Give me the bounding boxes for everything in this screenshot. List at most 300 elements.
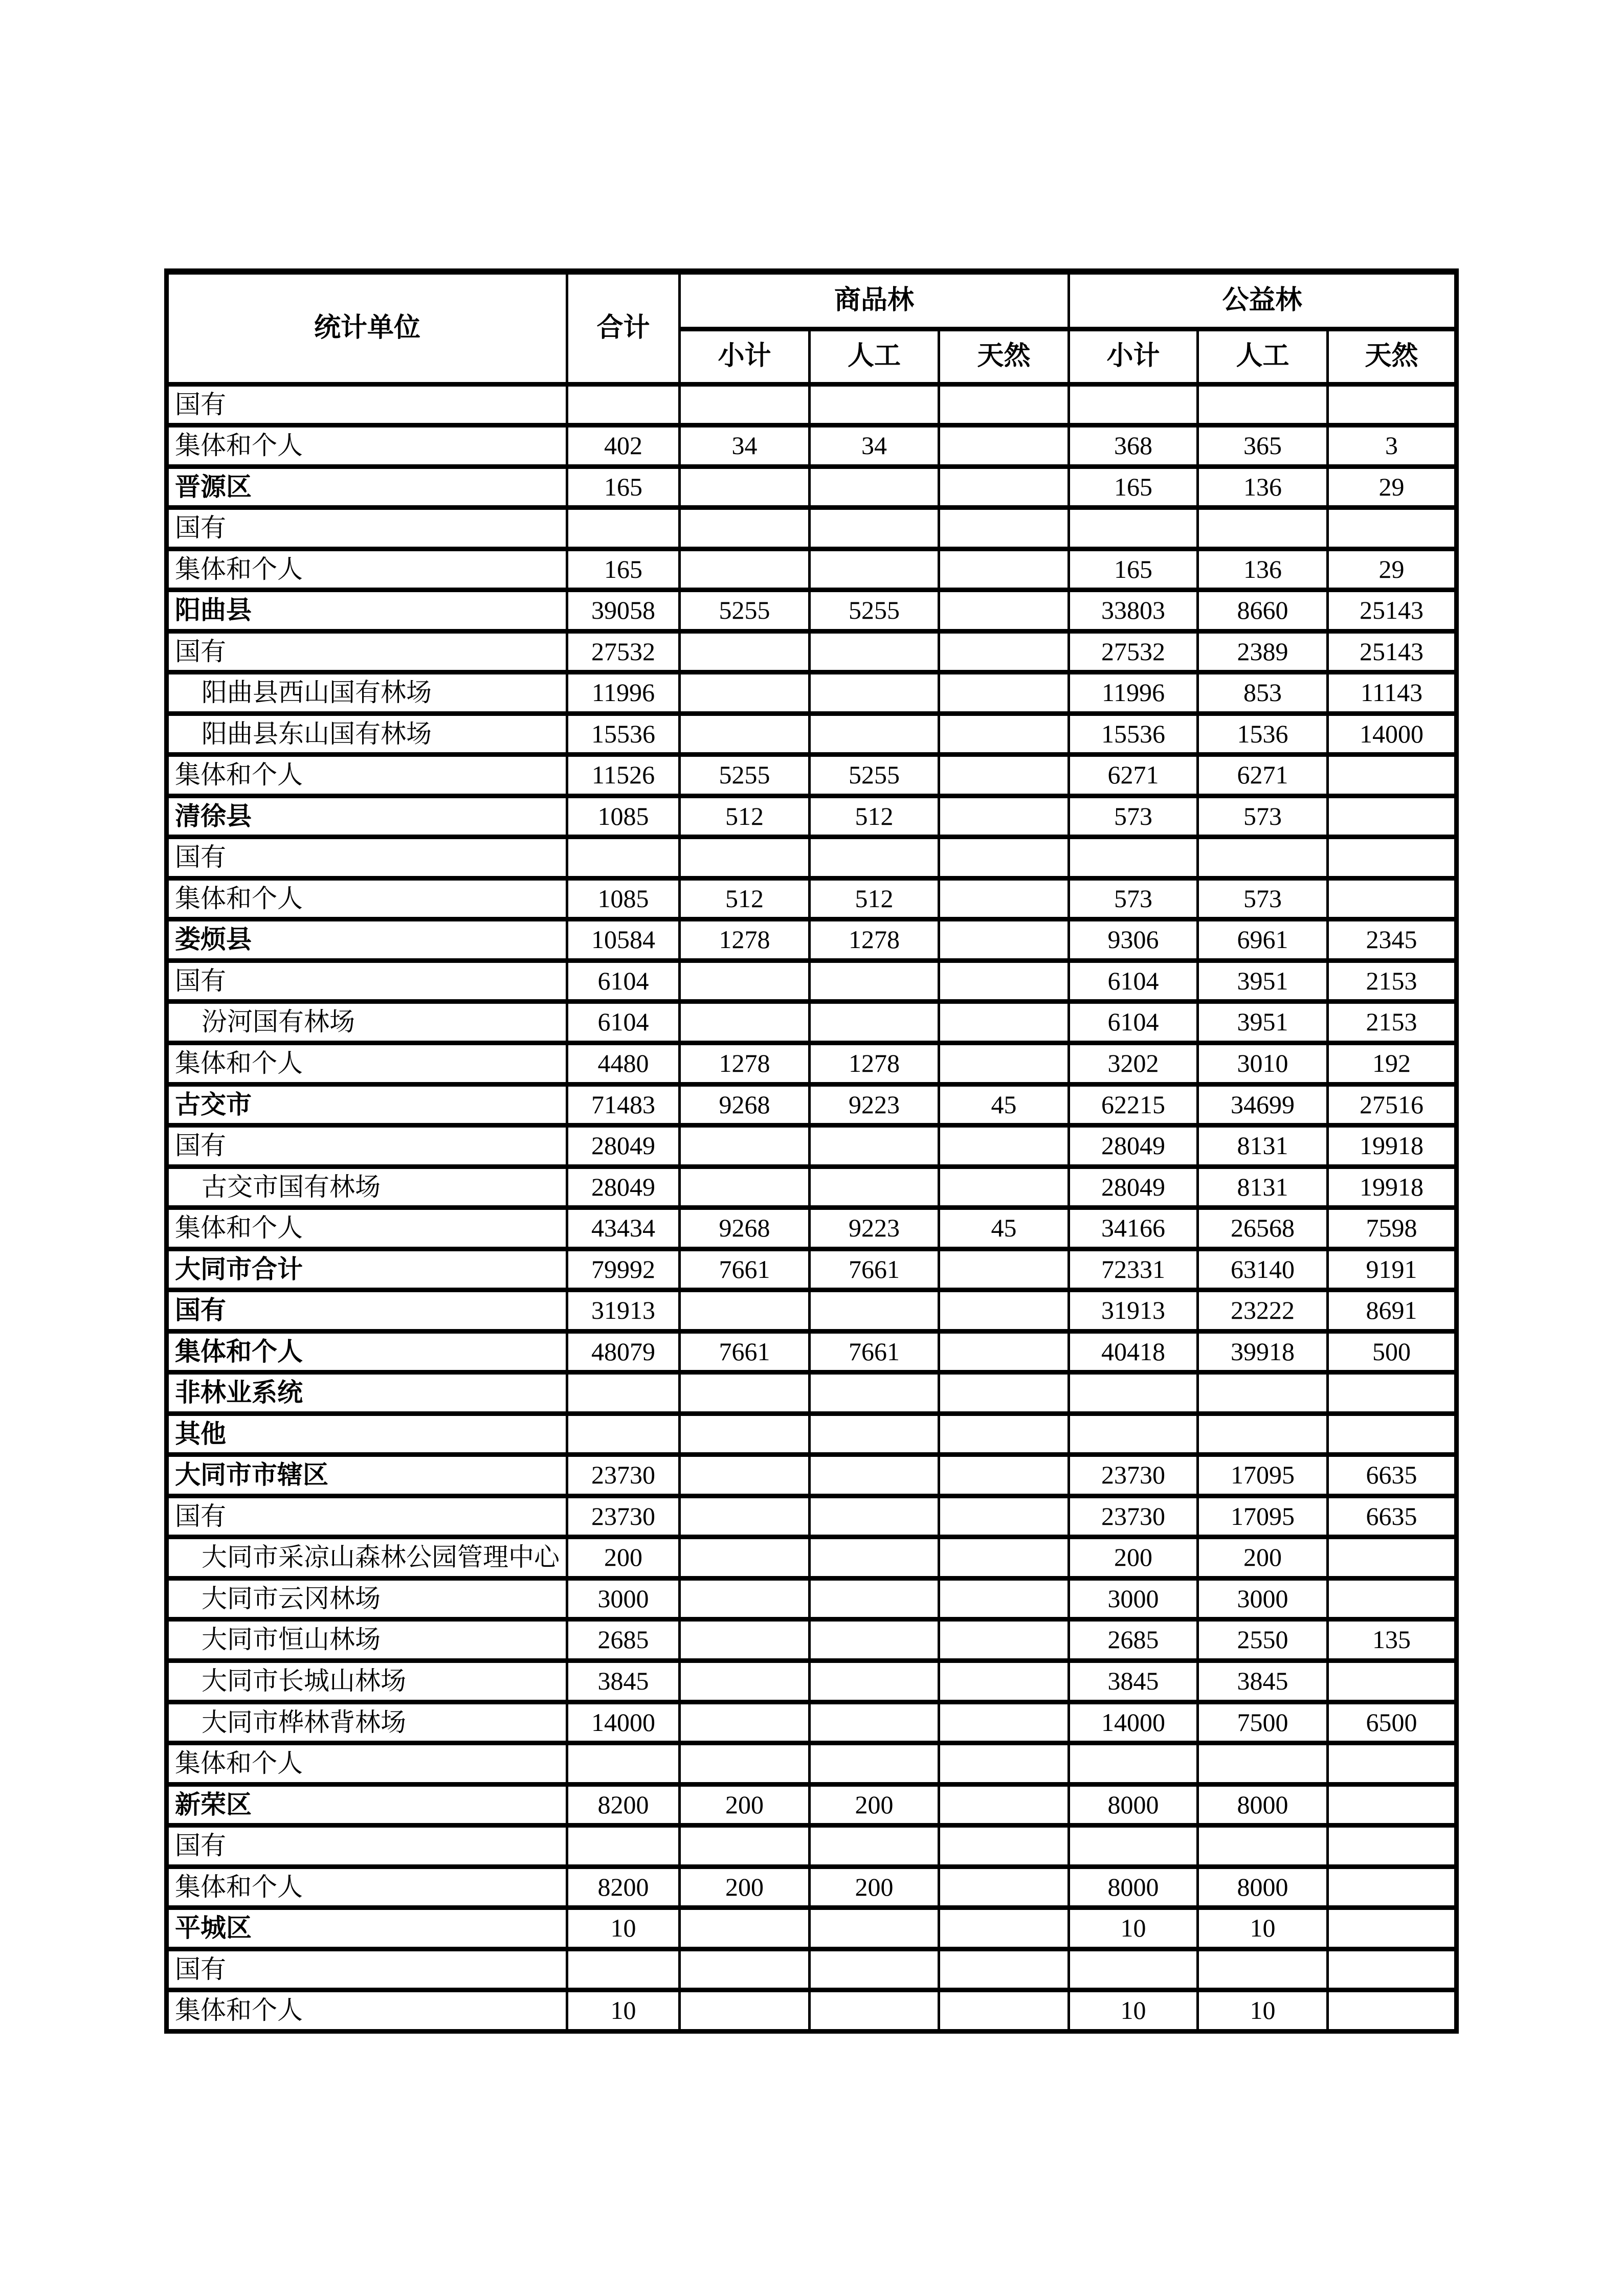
table-row bbox=[167, 1002, 1457, 1043]
cell-value: 45 bbox=[939, 1208, 1069, 1249]
table-row bbox=[167, 1126, 1457, 1167]
table-row bbox=[167, 1084, 1457, 1126]
cell-value: 6104 bbox=[1069, 960, 1198, 1002]
cell-value: 28049 bbox=[567, 1166, 680, 1208]
cell-value bbox=[810, 837, 939, 879]
cell-value: 165 bbox=[567, 549, 680, 590]
cell-value bbox=[680, 1660, 810, 1702]
cell-value bbox=[939, 1455, 1069, 1496]
cell-value: 23730 bbox=[567, 1455, 680, 1496]
cell-value bbox=[680, 1990, 810, 2032]
table-body bbox=[167, 384, 1457, 2032]
cell-value: 23222 bbox=[1198, 1290, 1328, 1332]
cell-value bbox=[1328, 508, 1457, 549]
cell-value bbox=[939, 1660, 1069, 1702]
cell-value bbox=[939, 425, 1069, 467]
cell-value bbox=[939, 960, 1069, 1002]
cell-value: 79992 bbox=[567, 1249, 680, 1290]
row-label: 国有 bbox=[167, 1290, 567, 1332]
cell-value: 3951 bbox=[1198, 960, 1328, 1002]
cell-value: 5255 bbox=[680, 755, 810, 796]
cell-value: 500 bbox=[1328, 1331, 1457, 1372]
row-label: 大同市恒山林场 bbox=[167, 1619, 567, 1661]
cell-value bbox=[939, 1043, 1069, 1085]
cell-value bbox=[680, 1002, 810, 1043]
cell-value bbox=[939, 1743, 1069, 1785]
cell-value bbox=[810, 1949, 939, 1990]
cell-value bbox=[939, 631, 1069, 672]
cell-value: 1085 bbox=[567, 796, 680, 837]
cell-value bbox=[939, 1702, 1069, 1743]
cell-value bbox=[680, 1372, 810, 1414]
cell-value: 10 bbox=[1069, 1908, 1198, 1949]
cell-value bbox=[567, 837, 680, 879]
cell-value: 6104 bbox=[567, 1002, 680, 1043]
cell-value bbox=[939, 549, 1069, 590]
cell-value bbox=[939, 713, 1069, 755]
cell-value: 200 bbox=[810, 1866, 939, 1908]
cell-value bbox=[810, 1455, 939, 1496]
cell-value: 15536 bbox=[567, 713, 680, 755]
cell-value: 165 bbox=[1069, 549, 1198, 590]
cell-value: 14000 bbox=[1328, 713, 1457, 755]
cell-value bbox=[939, 1619, 1069, 1661]
cell-value bbox=[1328, 1660, 1457, 1702]
cell-value bbox=[939, 1496, 1069, 1537]
cell-value bbox=[1198, 1372, 1328, 1414]
cell-value: 1278 bbox=[680, 1043, 810, 1085]
row-label: 国有 bbox=[167, 631, 567, 672]
cell-value: 2389 bbox=[1198, 631, 1328, 672]
table-header bbox=[167, 272, 1457, 384]
table-row bbox=[167, 1290, 1457, 1332]
cell-value bbox=[680, 631, 810, 672]
row-label: 古交市国有林场 bbox=[167, 1166, 567, 1208]
cell-value: 8131 bbox=[1198, 1126, 1328, 1167]
cell-value: 573 bbox=[1198, 878, 1328, 919]
cell-value bbox=[810, 1496, 939, 1537]
cell-value bbox=[810, 1002, 939, 1043]
table-row bbox=[167, 508, 1457, 549]
row-label: 集体和个人 bbox=[167, 1331, 567, 1372]
cell-value: 25143 bbox=[1328, 590, 1457, 632]
cell-value: 6271 bbox=[1069, 755, 1198, 796]
cell-value bbox=[1069, 1413, 1198, 1455]
cell-value: 9191 bbox=[1328, 1249, 1457, 1290]
cell-value bbox=[1198, 1949, 1328, 1990]
row-label: 集体和个人 bbox=[167, 1743, 567, 1785]
cell-value: 28049 bbox=[567, 1126, 680, 1167]
cell-value bbox=[810, 1990, 939, 2032]
cell-value: 10 bbox=[1198, 1990, 1328, 2032]
cell-value: 2345 bbox=[1328, 919, 1457, 961]
cell-value bbox=[680, 1908, 810, 1949]
header-commercial-artificial: 人工 bbox=[810, 329, 939, 384]
cell-value bbox=[1328, 837, 1457, 879]
cell-value bbox=[567, 1743, 680, 1785]
cell-value: 2685 bbox=[1069, 1619, 1198, 1661]
cell-value bbox=[1069, 384, 1198, 425]
cell-value bbox=[567, 1372, 680, 1414]
row-label: 大同市采凉山森林公园管理中心 bbox=[167, 1537, 567, 1579]
cell-value: 10 bbox=[567, 1908, 680, 1949]
cell-value: 853 bbox=[1198, 672, 1328, 714]
row-label: 古交市 bbox=[167, 1084, 567, 1126]
cell-value: 136 bbox=[1198, 549, 1328, 590]
cell-value: 512 bbox=[810, 796, 939, 837]
row-label: 国有 bbox=[167, 1496, 567, 1537]
cell-value: 34166 bbox=[1069, 1208, 1198, 1249]
cell-value: 9268 bbox=[680, 1208, 810, 1249]
cell-value: 9268 bbox=[680, 1084, 810, 1126]
cell-value bbox=[810, 466, 939, 508]
cell-value: 6271 bbox=[1198, 755, 1328, 796]
cell-value: 43434 bbox=[567, 1208, 680, 1249]
row-label: 集体和个人 bbox=[167, 1866, 567, 1908]
table-row bbox=[167, 1866, 1457, 1908]
row-label: 国有 bbox=[167, 384, 567, 425]
cell-value: 165 bbox=[567, 466, 680, 508]
cell-value bbox=[567, 1949, 680, 1990]
table-row bbox=[167, 1660, 1457, 1702]
cell-value: 9223 bbox=[810, 1208, 939, 1249]
table-row bbox=[167, 1043, 1457, 1085]
cell-value: 45 bbox=[939, 1084, 1069, 1126]
cell-value bbox=[1328, 1537, 1457, 1579]
row-label: 非林业系统 bbox=[167, 1372, 567, 1414]
cell-value: 7661 bbox=[810, 1331, 939, 1372]
cell-value bbox=[1328, 1743, 1457, 1785]
table-row bbox=[167, 796, 1457, 837]
row-label: 集体和个人 bbox=[167, 755, 567, 796]
header-total: 合计 bbox=[567, 272, 680, 384]
cell-value: 31913 bbox=[1069, 1290, 1198, 1332]
cell-value bbox=[1069, 837, 1198, 879]
cell-value: 1278 bbox=[680, 919, 810, 961]
cell-value bbox=[939, 1908, 1069, 1949]
row-label: 娄烦县 bbox=[167, 919, 567, 961]
cell-value: 573 bbox=[1069, 796, 1198, 837]
cell-value: 8000 bbox=[1198, 1784, 1328, 1826]
cell-value: 6104 bbox=[1069, 1002, 1198, 1043]
table-row bbox=[167, 425, 1457, 467]
cell-value bbox=[939, 1126, 1069, 1167]
cell-value: 19918 bbox=[1328, 1126, 1457, 1167]
cell-value bbox=[810, 631, 939, 672]
cell-value: 10 bbox=[1198, 1908, 1328, 1949]
cell-value bbox=[1328, 1372, 1457, 1414]
cell-value bbox=[1198, 1413, 1328, 1455]
cell-value bbox=[1069, 1372, 1198, 1414]
cell-value: 27516 bbox=[1328, 1084, 1457, 1126]
row-label: 晋源区 bbox=[167, 466, 567, 508]
cell-value bbox=[939, 1413, 1069, 1455]
cell-value: 11996 bbox=[567, 672, 680, 714]
cell-value: 39058 bbox=[567, 590, 680, 632]
cell-value: 40418 bbox=[1069, 1331, 1198, 1372]
cell-value bbox=[939, 1537, 1069, 1579]
cell-value bbox=[810, 508, 939, 549]
cell-value bbox=[810, 1702, 939, 1743]
table-row bbox=[167, 713, 1457, 755]
cell-value bbox=[810, 960, 939, 1002]
cell-value bbox=[810, 1290, 939, 1332]
cell-value bbox=[810, 1826, 939, 1867]
table-row bbox=[167, 549, 1457, 590]
header-public-forest-group: 公益林 bbox=[1069, 272, 1457, 329]
table-row bbox=[167, 1455, 1457, 1496]
table-row bbox=[167, 1331, 1457, 1372]
cell-value: 11143 bbox=[1328, 672, 1457, 714]
table-row bbox=[167, 631, 1457, 672]
cell-value bbox=[1198, 1826, 1328, 1867]
cell-value: 512 bbox=[810, 878, 939, 919]
cell-value: 6500 bbox=[1328, 1702, 1457, 1743]
cell-value: 3000 bbox=[1198, 1578, 1328, 1619]
table-row bbox=[167, 1743, 1457, 1785]
table-row bbox=[167, 466, 1457, 508]
cell-value bbox=[939, 878, 1069, 919]
cell-value: 10584 bbox=[567, 919, 680, 961]
cell-value: 512 bbox=[680, 878, 810, 919]
cell-value: 2550 bbox=[1198, 1619, 1328, 1661]
cell-value bbox=[680, 1702, 810, 1743]
cell-value: 29 bbox=[1328, 466, 1457, 508]
cell-value: 1278 bbox=[810, 919, 939, 961]
cell-value bbox=[680, 837, 810, 879]
cell-value bbox=[810, 1908, 939, 1949]
cell-value bbox=[680, 1455, 810, 1496]
cell-value: 14000 bbox=[1069, 1702, 1198, 1743]
cell-value bbox=[939, 590, 1069, 632]
cell-value: 72331 bbox=[1069, 1249, 1198, 1290]
cell-value: 3 bbox=[1328, 425, 1457, 467]
cell-value: 9223 bbox=[810, 1084, 939, 1126]
cell-value bbox=[939, 1290, 1069, 1332]
cell-value bbox=[1069, 1949, 1198, 1990]
cell-value: 3845 bbox=[1069, 1660, 1198, 1702]
table-row bbox=[167, 1908, 1457, 1949]
cell-value: 34 bbox=[680, 425, 810, 467]
cell-value bbox=[567, 1413, 680, 1455]
cell-value: 71483 bbox=[567, 1084, 680, 1126]
table-row bbox=[167, 1784, 1457, 1826]
cell-value: 48079 bbox=[567, 1331, 680, 1372]
cell-value bbox=[939, 837, 1069, 879]
cell-value: 7598 bbox=[1328, 1208, 1457, 1249]
cell-value: 1278 bbox=[810, 1043, 939, 1085]
cell-value bbox=[939, 1990, 1069, 2032]
cell-value bbox=[567, 508, 680, 549]
cell-value bbox=[810, 1413, 939, 1455]
cell-value bbox=[1069, 1743, 1198, 1785]
cell-value: 2685 bbox=[567, 1619, 680, 1661]
cell-value: 14000 bbox=[567, 1702, 680, 1743]
cell-value bbox=[810, 1166, 939, 1208]
cell-value bbox=[680, 1413, 810, 1455]
cell-value: 31913 bbox=[567, 1290, 680, 1332]
cell-value bbox=[939, 1578, 1069, 1619]
cell-value: 7661 bbox=[810, 1249, 939, 1290]
cell-value: 200 bbox=[680, 1784, 810, 1826]
cell-value bbox=[567, 384, 680, 425]
cell-value: 7500 bbox=[1198, 1702, 1328, 1743]
row-label: 集体和个人 bbox=[167, 425, 567, 467]
cell-value bbox=[1328, 1908, 1457, 1949]
cell-value: 26568 bbox=[1198, 1208, 1328, 1249]
table-row bbox=[167, 1949, 1457, 1990]
cell-value: 4480 bbox=[567, 1043, 680, 1085]
cell-value bbox=[680, 1578, 810, 1619]
cell-value: 8000 bbox=[1198, 1866, 1328, 1908]
cell-value bbox=[1328, 1949, 1457, 1990]
cell-value: 165 bbox=[1069, 466, 1198, 508]
cell-value bbox=[680, 1619, 810, 1661]
cell-value bbox=[810, 1126, 939, 1167]
cell-value bbox=[1328, 755, 1457, 796]
cell-value: 8691 bbox=[1328, 1290, 1457, 1332]
table-row bbox=[167, 1537, 1457, 1579]
cell-value: 11526 bbox=[567, 755, 680, 796]
cell-value: 6635 bbox=[1328, 1496, 1457, 1537]
cell-value: 2153 bbox=[1328, 1002, 1457, 1043]
cell-value: 1085 bbox=[567, 878, 680, 919]
cell-value: 23730 bbox=[567, 1496, 680, 1537]
table-row bbox=[167, 1166, 1457, 1208]
cell-value: 136 bbox=[1198, 466, 1328, 508]
cell-value bbox=[680, 549, 810, 590]
cell-value bbox=[680, 1743, 810, 1785]
cell-value bbox=[680, 1496, 810, 1537]
cell-value bbox=[1198, 837, 1328, 879]
cell-value: 192 bbox=[1328, 1043, 1457, 1085]
cell-value: 573 bbox=[1069, 878, 1198, 919]
cell-value: 3845 bbox=[1198, 1660, 1328, 1702]
row-label: 集体和个人 bbox=[167, 1043, 567, 1085]
cell-value bbox=[939, 1249, 1069, 1290]
row-label: 集体和个人 bbox=[167, 549, 567, 590]
row-label: 集体和个人 bbox=[167, 1208, 567, 1249]
cell-value: 200 bbox=[567, 1537, 680, 1579]
header-public-natural: 天然 bbox=[1328, 329, 1457, 384]
cell-value bbox=[810, 672, 939, 714]
header-commercial-natural: 天然 bbox=[939, 329, 1069, 384]
row-label: 国有 bbox=[167, 1126, 567, 1167]
cell-value bbox=[939, 672, 1069, 714]
document-page-table-area bbox=[164, 268, 1454, 2034]
row-label: 平城区 bbox=[167, 1908, 567, 1949]
table-row bbox=[167, 755, 1457, 796]
cell-value: 34699 bbox=[1198, 1084, 1328, 1126]
cell-value: 39918 bbox=[1198, 1331, 1328, 1372]
cell-value bbox=[1328, 384, 1457, 425]
cell-value: 8200 bbox=[567, 1866, 680, 1908]
cell-value bbox=[1069, 508, 1198, 549]
cell-value bbox=[680, 466, 810, 508]
table-row bbox=[167, 1208, 1457, 1249]
cell-value: 28049 bbox=[1069, 1166, 1198, 1208]
cell-value: 1536 bbox=[1198, 713, 1328, 755]
row-label: 清徐县 bbox=[167, 796, 567, 837]
cell-value: 7661 bbox=[680, 1331, 810, 1372]
table-row bbox=[167, 1826, 1457, 1867]
cell-value: 7661 bbox=[680, 1249, 810, 1290]
cell-value: 200 bbox=[1198, 1537, 1328, 1579]
table-row bbox=[167, 1249, 1457, 1290]
row-label: 国有 bbox=[167, 837, 567, 879]
cell-value: 34 bbox=[810, 425, 939, 467]
row-label: 阳曲县东山国有林场 bbox=[167, 713, 567, 755]
cell-value: 402 bbox=[567, 425, 680, 467]
cell-value: 33803 bbox=[1069, 590, 1198, 632]
cell-value bbox=[939, 1866, 1069, 1908]
row-label: 其他 bbox=[167, 1413, 567, 1455]
row-label: 集体和个人 bbox=[167, 878, 567, 919]
cell-value bbox=[810, 549, 939, 590]
header-unit: 统计单位 bbox=[167, 272, 567, 384]
cell-value bbox=[810, 713, 939, 755]
cell-value bbox=[1069, 1826, 1198, 1867]
table-row bbox=[167, 919, 1457, 961]
cell-value: 8131 bbox=[1198, 1166, 1328, 1208]
cell-value: 8200 bbox=[567, 1784, 680, 1826]
cell-value bbox=[1328, 1784, 1457, 1826]
cell-value: 200 bbox=[1069, 1537, 1198, 1579]
cell-value bbox=[1198, 384, 1328, 425]
cell-value bbox=[939, 508, 1069, 549]
cell-value: 200 bbox=[810, 1784, 939, 1826]
cell-value bbox=[1328, 1413, 1457, 1455]
cell-value: 23730 bbox=[1069, 1455, 1198, 1496]
table-row bbox=[167, 590, 1457, 632]
cell-value bbox=[939, 384, 1069, 425]
cell-value: 6961 bbox=[1198, 919, 1328, 961]
cell-value bbox=[680, 1826, 810, 1867]
cell-value bbox=[939, 1949, 1069, 1990]
row-label: 大同市长城山林场 bbox=[167, 1660, 567, 1702]
cell-value bbox=[680, 672, 810, 714]
table-row bbox=[167, 1990, 1457, 2032]
table-row bbox=[167, 1413, 1457, 1455]
cell-value bbox=[810, 1372, 939, 1414]
table-row bbox=[167, 1702, 1457, 1743]
cell-value: 25143 bbox=[1328, 631, 1457, 672]
cell-value: 17095 bbox=[1198, 1496, 1328, 1537]
cell-value: 6635 bbox=[1328, 1455, 1457, 1496]
cell-value: 3000 bbox=[567, 1578, 680, 1619]
cell-value: 200 bbox=[680, 1866, 810, 1908]
table-row bbox=[167, 1578, 1457, 1619]
cell-value: 3951 bbox=[1198, 1002, 1328, 1043]
cell-value: 3202 bbox=[1069, 1043, 1198, 1085]
cell-value bbox=[810, 1578, 939, 1619]
cell-value bbox=[810, 1660, 939, 1702]
row-label: 国有 bbox=[167, 1826, 567, 1867]
table-row bbox=[167, 1372, 1457, 1414]
cell-value bbox=[939, 466, 1069, 508]
cell-value: 29 bbox=[1328, 549, 1457, 590]
cell-value: 27532 bbox=[567, 631, 680, 672]
cell-value bbox=[939, 1166, 1069, 1208]
cell-value bbox=[1198, 1743, 1328, 1785]
row-label: 国有 bbox=[167, 960, 567, 1002]
cell-value: 8660 bbox=[1198, 590, 1328, 632]
row-label: 国有 bbox=[167, 508, 567, 549]
cell-value: 368 bbox=[1069, 425, 1198, 467]
table-row bbox=[167, 1619, 1457, 1661]
cell-value bbox=[1328, 1866, 1457, 1908]
row-label: 大同市市辖区 bbox=[167, 1455, 567, 1496]
